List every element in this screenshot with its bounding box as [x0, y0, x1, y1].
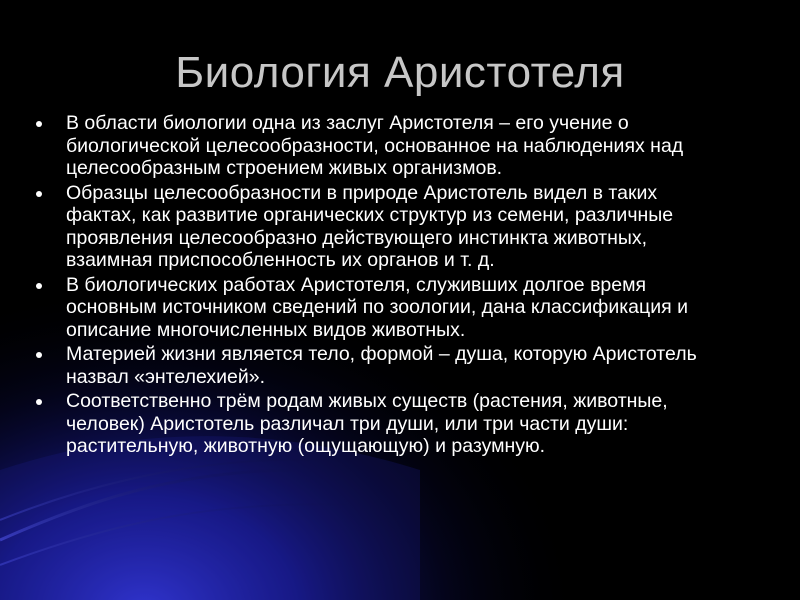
bullet-text: В биологических работах Аристотеля, служивших долгое время основным источником сведений по зоологии, дана классификация и описание многочисленных видов животных.: [66, 273, 688, 341]
bullet-item: [36, 343, 716, 388]
bullet-text: Материей жизни является тело, формой – душа, которую Аристотель назвал «энтелехией».: [66, 343, 697, 388]
bullet-icon: [36, 399, 42, 405]
bullet-text: В области биологии одна из заслуг Аристотеля – его учение о биологической целесообразности, основанное на наблюдениях над целесообразным строением живых организмов.: [66, 112, 684, 179]
slide-title: Биология Аристотеля: [175, 48, 625, 97]
bullet-item: [36, 182, 716, 272]
bullet-icon: [36, 352, 42, 358]
bullet-item: [36, 274, 716, 342]
bullet-list: [36, 112, 716, 460]
bullet-icon: [36, 283, 42, 289]
bullet-icon: [36, 121, 42, 127]
bullet-item: [36, 390, 716, 458]
bullet-text: Образцы целесообразности в природе Аристотель видел в таких фактах, как развитие органических структур из семени, различные проявления целесообразно действующего инстинкта животных, взаимная приспособленность их органов и т. д.: [66, 181, 674, 271]
bullet-icon: [36, 191, 42, 197]
bullet-text: Соответственно трём родам живых существ (растения, животные, человек) Аристотель различал три души, или три части души: растительную, животную (ощущающую) и разумную.: [66, 390, 668, 457]
bullet-item: [36, 112, 716, 180]
